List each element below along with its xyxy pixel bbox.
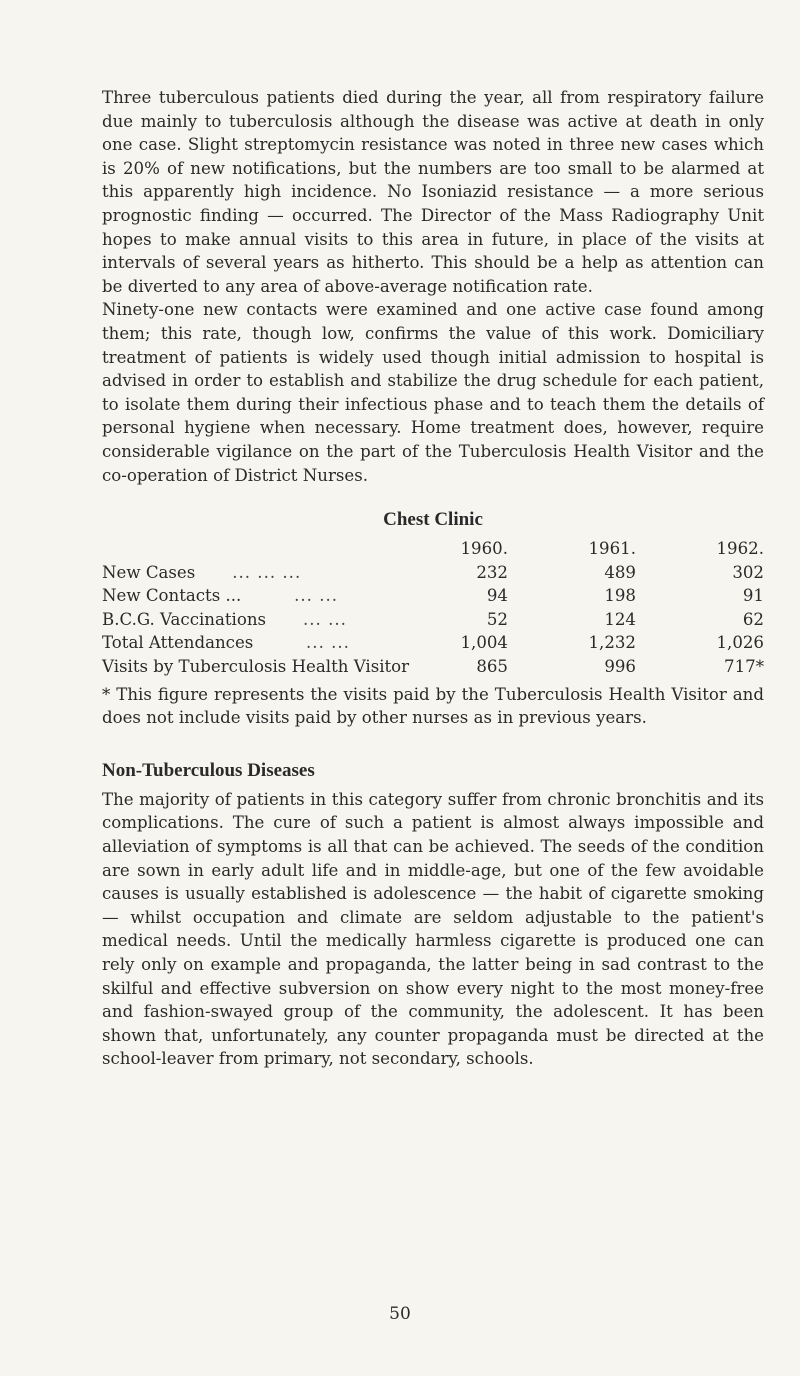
table-cell: 1,026	[716, 633, 764, 653]
table-cell: 124	[604, 609, 636, 629]
table-row	[102, 561, 764, 585]
table-header-row	[102, 537, 764, 561]
row-label: B.C.G. Vaccinations	[102, 609, 267, 629]
table-footnote: * This figure represents the visits paid by the Tuberculosis Health Visitor and does not include visits paid by other nurses as in previous years.	[102, 684, 764, 728]
chest-clinic-title: Chest Clinic	[383, 509, 483, 531]
table-row	[102, 655, 764, 679]
table-row	[102, 584, 764, 608]
leader-dots: ... ... ...	[232, 562, 302, 582]
year-header: 1962.	[716, 539, 764, 559]
table-cell: 865	[476, 657, 508, 677]
row-label: New Contacts ...	[102, 586, 242, 606]
table-row	[102, 608, 764, 632]
paragraph-non-tuberculous: The majority of patients in this category suffer from chronic bronchitis and its complications. The cure of such a patient is almost always impossible and alleviation of symptoms is all that can be achieved. The seeds of the condition are sown in early adult life and in middle-age, but one of the few avoidable causes is usually established is adolescence — the habit of cigarette smoking — whilst occupation and climate are seldom adjustable to the patient's medical needs. Until the medically harmless cigarette is produced one can rely only on example and propaganda, the latter being in sad contrast to the skilful and effective subversion on show every night to the most money-free and fashion-swayed group of the community, the adolescent. It has been shown that, unfortunately, any counter propaganda must be directed at the school-leaver from primary, not secondary, schools.	[102, 789, 764, 1069]
table-cell: 1,232	[588, 633, 636, 653]
section-heading: Non-Tuberculous Diseases	[102, 759, 315, 781]
table-cell: 717*	[724, 657, 764, 677]
paragraph-mortality: Three tuberculous patients died during the year, all from respiratory failure due mainly to tuberculosis although the disease was active at death in only one case. Slight streptomycin resistance was noted in three new cases which is 20% of new notifications, but the numbers are too small to be alarmed at this apparently high incidence. No Isoniazid resistance — a more serious prognostic finding — occurred. The Director of the Mass Radiography Unit hopes to make annual visits to this area in future, in place of the visits at intervals of several years as hitherto. This should be a help as attention can be diverted to any area of above-average notification rate.	[102, 88, 764, 296]
table-cell: 94	[486, 586, 508, 606]
row-label: Total Attendances	[102, 633, 254, 653]
leader-dots: ... ...	[306, 633, 350, 653]
table-cell: 52	[486, 609, 508, 629]
year-header: 1960.	[460, 539, 508, 559]
table-cell: 302	[732, 562, 764, 582]
chest-clinic-table	[102, 537, 764, 679]
page-number: 50	[389, 1304, 411, 1324]
leader-dots: ... ...	[303, 609, 347, 629]
table-cell: 232	[476, 562, 508, 582]
table-row	[102, 631, 764, 655]
table-cell: 91	[742, 586, 764, 606]
table-cell: 996	[604, 657, 636, 677]
year-header: 1961.	[588, 539, 636, 559]
table-cell: 1,004	[460, 633, 508, 653]
row-label: Visits by Tuberculosis Health Visitor	[102, 657, 410, 677]
table-cell: 198	[604, 586, 636, 606]
row-label: New Cases	[102, 562, 196, 582]
table-cell: 62	[742, 609, 764, 629]
table-cell: 489	[604, 562, 636, 582]
leader-dots: ... ...	[294, 586, 339, 606]
paragraph-contacts: Ninety-one new contacts were examined and one active case found among them; this rate, though low, confirms the value of this work. Domiciliary treatment of patients is widely used though initial admission to hospital is advised in order to establish and stabilize the drug schedule for each patient, to isolate them during their infectious phase and to teach them the details of personal hygiene when necessary. Home treatment does, however, require considerable vigilance on the part of the Tuberculosis Health Visitor and the co-operation of District Nurses.	[102, 300, 764, 485]
